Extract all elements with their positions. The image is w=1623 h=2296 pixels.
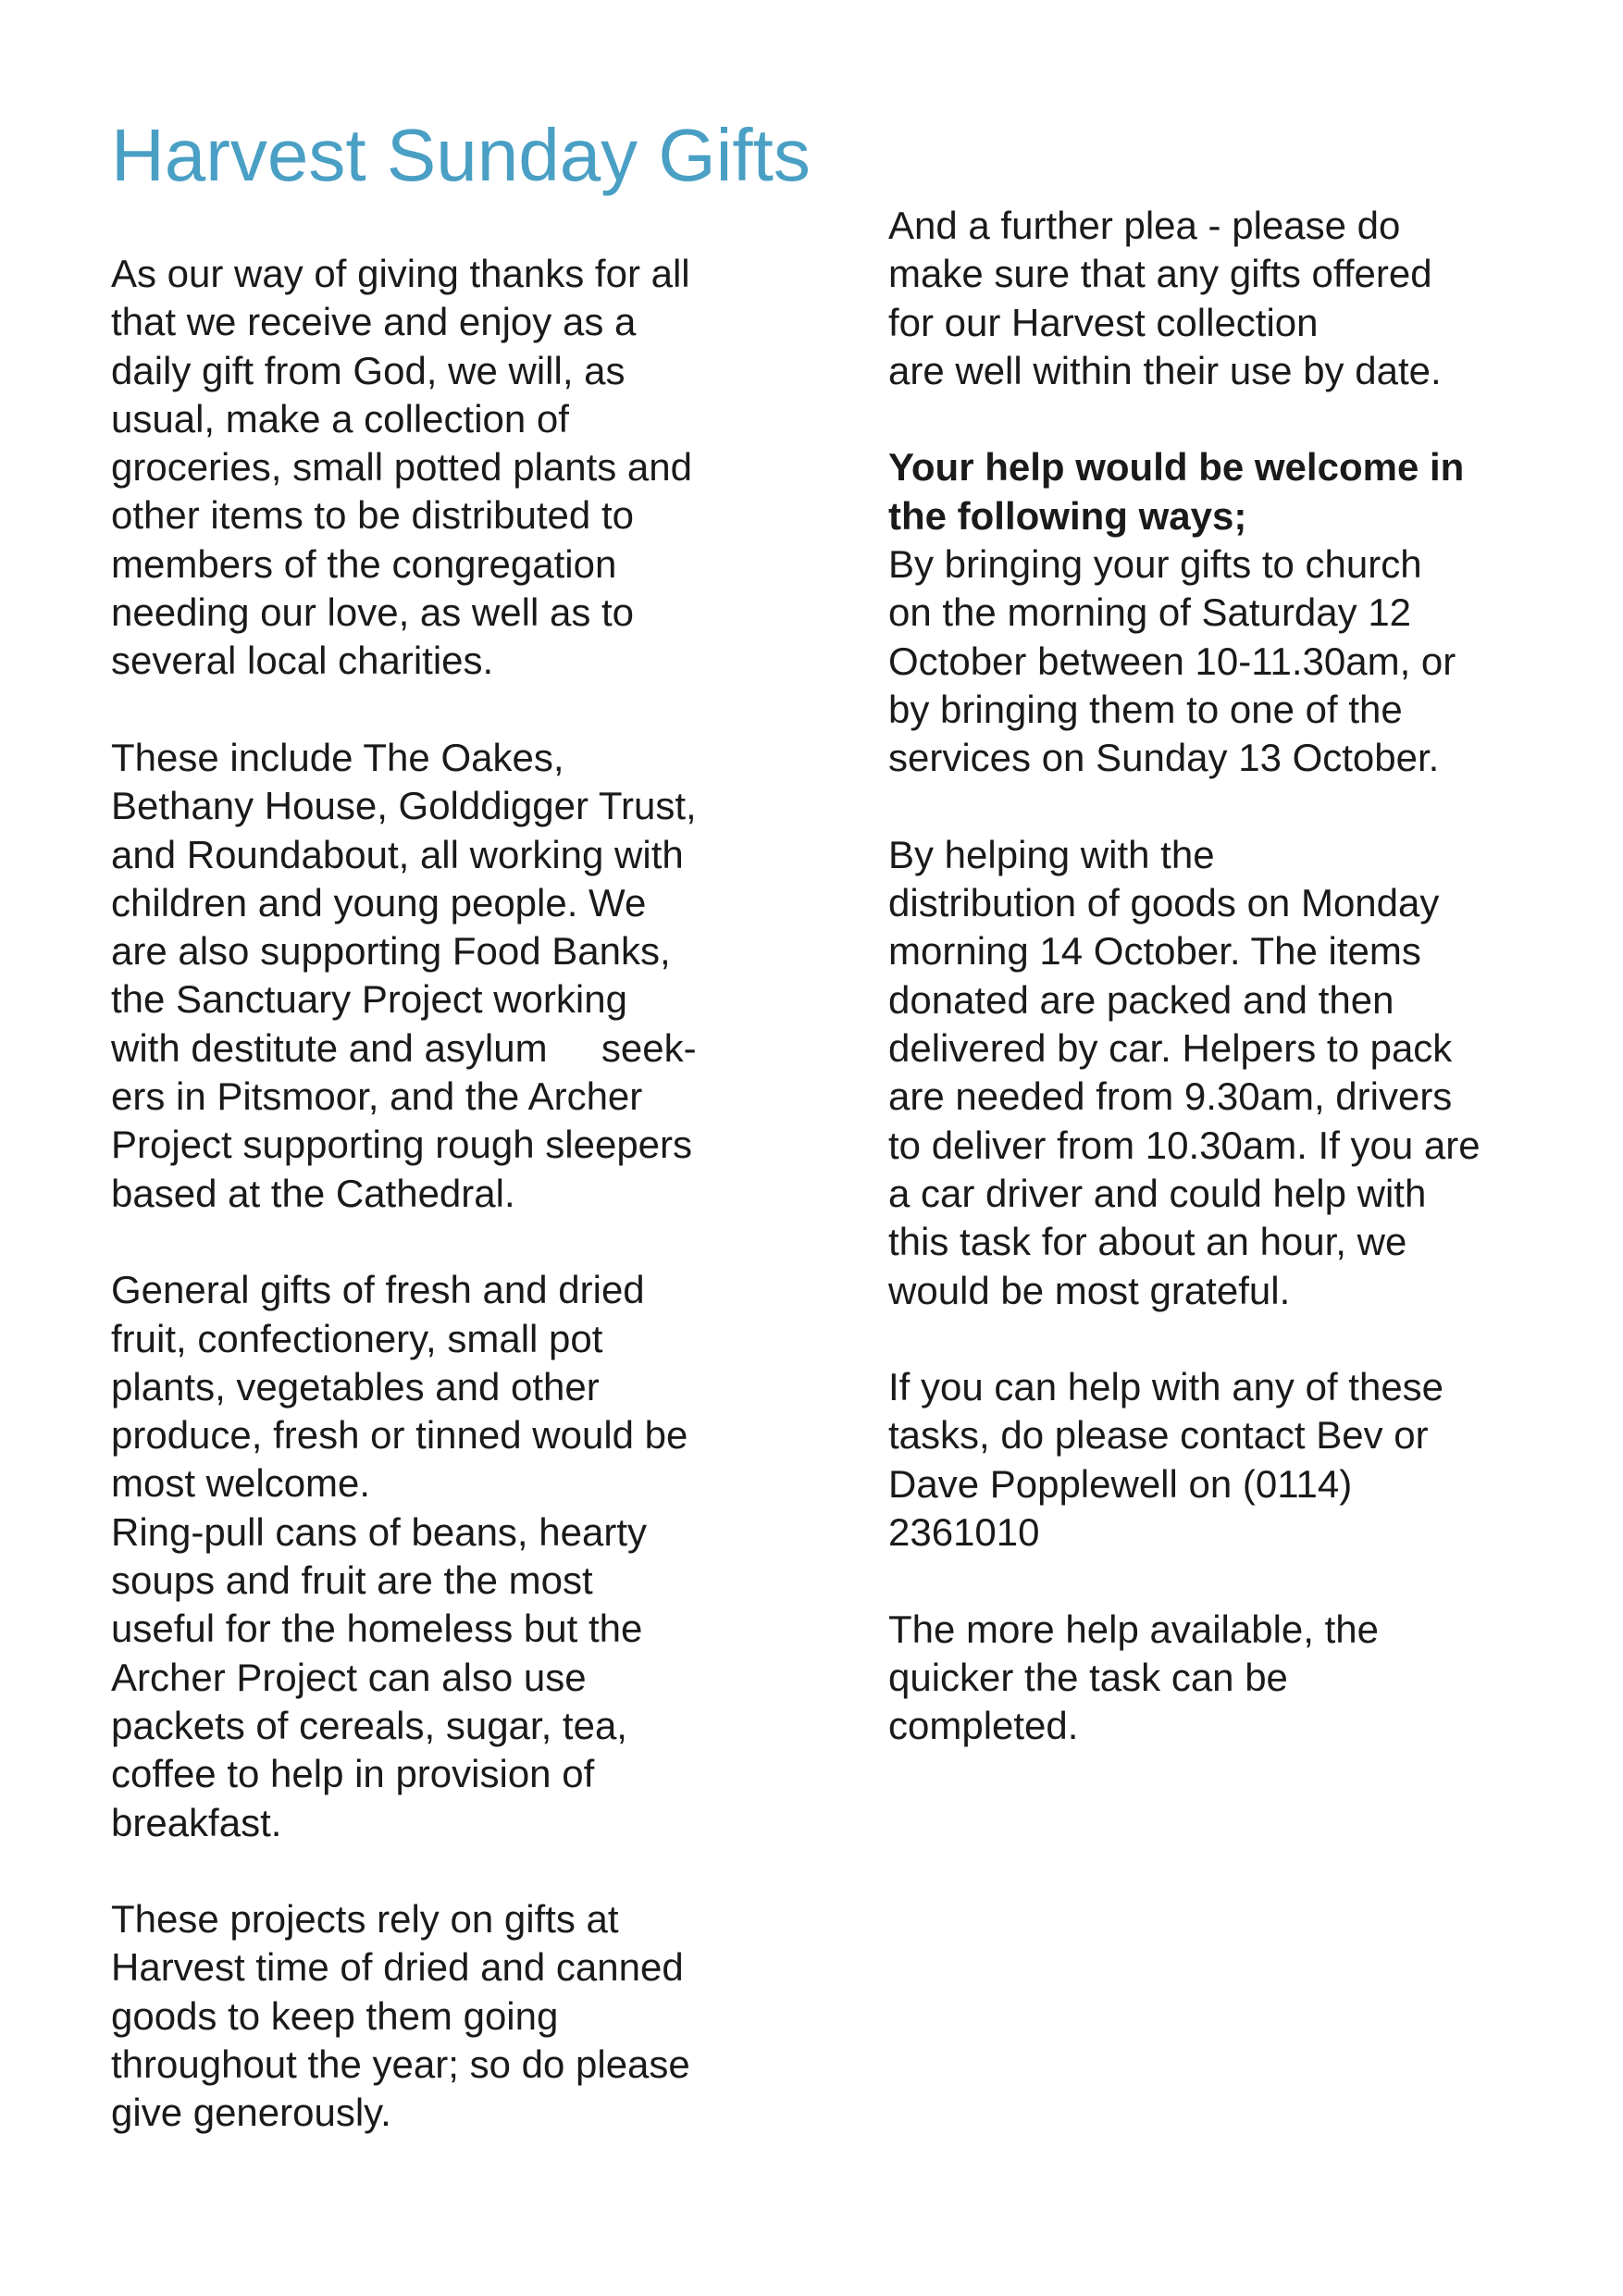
text-line: And a further plea - please do	[888, 204, 1401, 247]
text-line: distribution of goods on Monday	[888, 881, 1440, 925]
text-line: this task for about an hour, we	[888, 1220, 1407, 1264]
blank-line	[888, 783, 1536, 831]
text-line: based at the Cathedral.	[111, 1171, 515, 1215]
text-line: breakfast.	[111, 1800, 282, 1844]
text-line: quicker the task can be	[888, 1655, 1288, 1699]
text-line: Ring-pull cans of beans, hearty	[111, 1509, 647, 1554]
text-line: several local charities.	[111, 639, 494, 683]
text-line: are needed from 9.30am, drivers	[888, 1074, 1453, 1119]
text-line: These projects rely on gifts at	[111, 1897, 619, 1942]
page-title: Harvest Sunday Gifts	[111, 114, 811, 196]
text-line: members of the congregation	[111, 541, 617, 586]
text-line: usual, make a collection of	[111, 396, 569, 441]
text-line: children and young people. We	[111, 880, 647, 925]
text-line: needing our love, as well as to	[111, 590, 635, 635]
text-line: delivered by car. Helpers to pack	[888, 1026, 1453, 1071]
blank-line	[888, 1315, 1536, 1363]
text-line: Dave Popplewell on (0114)	[888, 1461, 1353, 1506]
text-line: ers in Pitsmoor, and the Archer	[111, 1074, 643, 1119]
text-line: a car driver and could help with	[888, 1171, 1427, 1215]
blank-line	[888, 1557, 1536, 1605]
text-line: General gifts of fresh and dried	[111, 1268, 645, 1312]
text-line: By helping with the	[888, 832, 1215, 876]
text-line: the Sanctuary Project working	[111, 977, 627, 1022]
text-line: Archer Project can also use	[111, 1655, 587, 1699]
text-line: services on Sunday 13 October.	[888, 736, 1440, 780]
blank-line	[888, 395, 1536, 443]
text-line: other items to be distributed to	[111, 493, 634, 538]
text-line: packets of cereals, sugar, tea,	[111, 1703, 627, 1747]
contact-paragraph	[888, 1363, 1536, 1557]
text-line: for our Harvest collection	[888, 300, 1319, 344]
blank-line	[111, 1847, 759, 1895]
text-line: on the morning of Saturday 12	[888, 590, 1412, 635]
text-line: morning 14 October. The items	[888, 929, 1421, 974]
left-column	[111, 250, 759, 2138]
text-line: goods to keep them going	[111, 1993, 559, 2038]
phone-number: 2361010	[888, 1510, 1040, 1555]
text-line: If you can help with any of these	[888, 1365, 1444, 1409]
text-line: to deliver from 10.30am. If you are	[888, 1123, 1481, 1167]
text-line: soups and fruit are the most	[111, 1558, 593, 1603]
text-line: coffee to help in provision of	[111, 1752, 595, 1796]
text-line: plants, vegetables and other	[111, 1364, 600, 1409]
text-line: are well within their use by date.	[888, 348, 1442, 392]
text-line: Project supporting rough sleepers	[111, 1123, 693, 1167]
text-line: The more help available, the	[888, 1607, 1379, 1651]
text-line: completed.	[888, 1704, 1079, 1748]
general-gifts-paragraph	[111, 1266, 759, 1508]
text-line: most welcome.	[111, 1461, 371, 1506]
text-line: that we receive and enjoy as a	[111, 300, 637, 344]
text-line: daily gift from God, we will, as	[111, 348, 626, 392]
text-line: fruit, confectionery, small pot	[111, 1316, 603, 1360]
text-line: and Roundabout, all working with	[111, 832, 684, 876]
distribution-paragraph	[888, 831, 1536, 1315]
blank-line	[111, 686, 759, 734]
text-line: by bringing them to one of the	[888, 687, 1403, 731]
text-line: Harvest time of dried and canned	[111, 1945, 684, 1990]
text-line: tasks, do please contact Bev or	[888, 1413, 1429, 1458]
text-line: produce, fresh or tinned would be	[111, 1413, 688, 1458]
projects-paragraph	[111, 1895, 759, 2137]
text-line: make sure that any gifts offered	[888, 252, 1432, 296]
text-line: Bethany House, Golddigger Trust,	[111, 784, 697, 828]
right-column	[888, 202, 1536, 1751]
closing-paragraph	[888, 1606, 1536, 1751]
text-line: throughout the year; so do please	[111, 2042, 690, 2086]
plea-paragraph	[888, 202, 1536, 395]
text-line: These include The Oakes,	[111, 735, 564, 779]
help-heading: the following ways;	[888, 493, 1247, 538]
text-line: useful for the homeless but the	[111, 1607, 643, 1651]
text-line: October between 10-11.30am, or	[888, 639, 1456, 683]
text-line: As our way of giving thanks for all	[111, 252, 690, 295]
blank-line	[111, 1218, 759, 1266]
text-line: donated are packed and then	[888, 977, 1394, 1022]
text-line: with destitute and asylum seek-	[111, 1025, 697, 1070]
ring-pull-paragraph	[111, 1508, 759, 1847]
charities-paragraph	[111, 734, 759, 1218]
text-line: groceries, small potted plants and	[111, 445, 693, 490]
intro-paragraph	[111, 250, 759, 686]
help-heading: Your help would be welcome in	[888, 445, 1465, 490]
text-line: are also supporting Food Banks,	[111, 929, 671, 974]
text-line: By bringing your gifts to church	[888, 542, 1422, 587]
text-line: give generously.	[111, 2091, 391, 2135]
help-paragraph	[888, 443, 1536, 782]
text-line: would be most grateful.	[888, 1268, 1291, 1312]
